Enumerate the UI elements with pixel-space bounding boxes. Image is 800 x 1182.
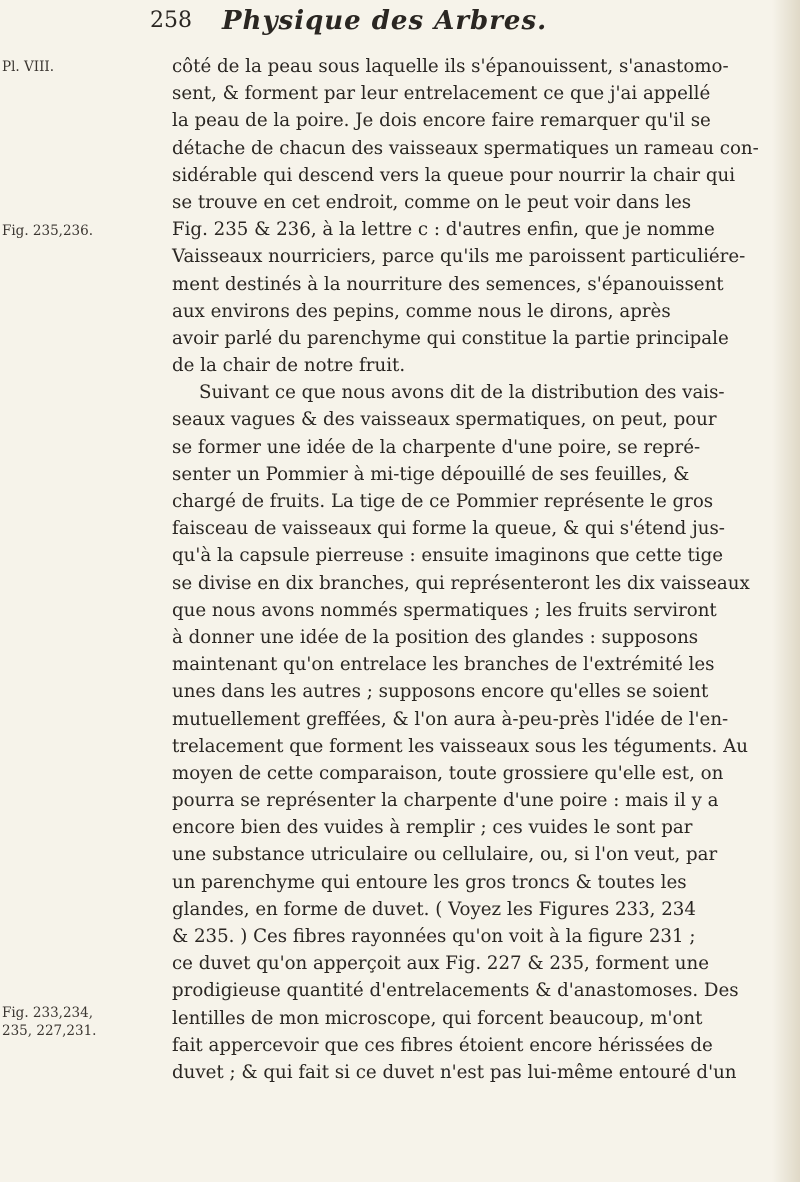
text-line: ment destinés à la nourriture des semences, s'épanouissent (172, 273, 724, 295)
text-line: une substance utriculaire ou cellulaire, ou, si l'on veut, par (172, 844, 718, 866)
text-line: duvet ; & qui fait si ce duvet n'est pas lui-même entouré d'un (172, 1061, 737, 1083)
text-line: à donner une idée de la position des glandes : supposons (172, 626, 699, 648)
text-line: côté de la peau sous laquelle ils s'épanouissent, s'anastomo- (172, 56, 729, 77)
text-line: seaux vagues & des vaisseaux spermatiques, on peut, pour (172, 409, 717, 431)
text-line: détache de chacun des vaisseaux spermatiques un rameau con- (172, 137, 759, 159)
text-line: se trouve en cet endroit, comme on le peut voir dans les (172, 191, 692, 213)
text-line: se former une idée de la charpente d'une poire, se repré- (172, 436, 701, 458)
text-line: lentilles de mon microscope, qui forcent beaucoup, m'ont (172, 1007, 703, 1029)
text-line: maintenant qu'on entrelace les branches de l'extrémité les (172, 654, 715, 676)
text-line: de la chair de notre fruit. (172, 355, 406, 377)
text-line: glandes, en forme de duvet. ( Voyez les Figures 233, 234 (172, 898, 696, 920)
body-text (172, 53, 784, 1086)
text-line: Fig. 235 & 236, à la lettre c : d'autres enfin, que je nomme (172, 219, 715, 241)
text-line: avoir parlé du parenchyme qui constitue la partie principale (172, 327, 729, 349)
text-line: fait appercevoir que ces fibres étoient encore hérissées de (172, 1034, 713, 1056)
text-line: la peau de la poire. Je dois encore faire remarquer qu'il se (172, 110, 711, 132)
text-line: prodigieuse quantité d'entrelacements & d'anastomoses. Des (172, 980, 739, 1002)
margin-note-figures: Fig. 233,234, (2, 1005, 94, 1021)
text-line: unes dans les autres ; supposons encore qu'elles se soient (172, 681, 709, 703)
text-line: moyen de cette comparaison, toute grossiere qu'elle est, on (172, 762, 724, 784)
text-line: aux environs des pepins, comme nous le dirons, après (172, 300, 671, 322)
page-header (150, 6, 750, 46)
text-line: pourra se représenter la charpente d'une poire : mais il y a (172, 790, 719, 812)
margin-note-figures: 235, 227,231. (2, 1023, 97, 1039)
running-title: Physique des Arbres. (222, 6, 548, 36)
text-line: encore bien des vuides à remplir ; ces vuides le sont par (172, 817, 693, 839)
margin-note-plate: Pl. VIII. (2, 59, 55, 75)
text-line: chargé de fruits. La tige de ce Pommier représente le gros (172, 491, 714, 512)
margin-note-figures: Fig. 235,236. (2, 223, 94, 239)
page-number: 258 (150, 8, 192, 33)
text-line: que nous avons nommés spermatiques ; les fruits serviront (172, 599, 717, 621)
text-line: un parenchyme qui entoure les gros troncs & toutes les (172, 871, 687, 893)
text-line: trelacement que forment les vaisseaux sous les téguments. Au (172, 735, 748, 757)
text-line: se divise en dix branches, qui représenteront les dix vaisseaux (172, 572, 750, 594)
text-line: mutuellement greffées, & l'on aura à-peu-près l'idée de l'en- (172, 708, 729, 730)
text-line: senter un Pommier à mi-tige dépouillé de ses feuilles, & (172, 463, 690, 485)
text-line: sent, & forment par leur entrelacement ce que j'ai appellé (172, 83, 711, 105)
text-line: & 235. ) Ces fibres rayonnées qu'on voit à la figure 231 ; (172, 926, 696, 947)
text-line: Suivant ce que nous avons dit de la distribution des vais- (199, 382, 725, 404)
text-line: ce duvet qu'on apperçoit aux Fig. 227 & 235, forment une (172, 953, 710, 975)
text-line: faisceau de vaisseaux qui forme la queue, & qui s'étend jus- (172, 518, 725, 540)
text-line: sidérable qui descend vers la queue pour nourrir la chair qui (172, 164, 736, 186)
text-line: Vaisseaux nourriciers, parce qu'ils me paroissent particuliére- (172, 246, 746, 268)
text-line: qu'à la capsule pierreuse : ensuite imaginons que cette tige (172, 545, 723, 567)
